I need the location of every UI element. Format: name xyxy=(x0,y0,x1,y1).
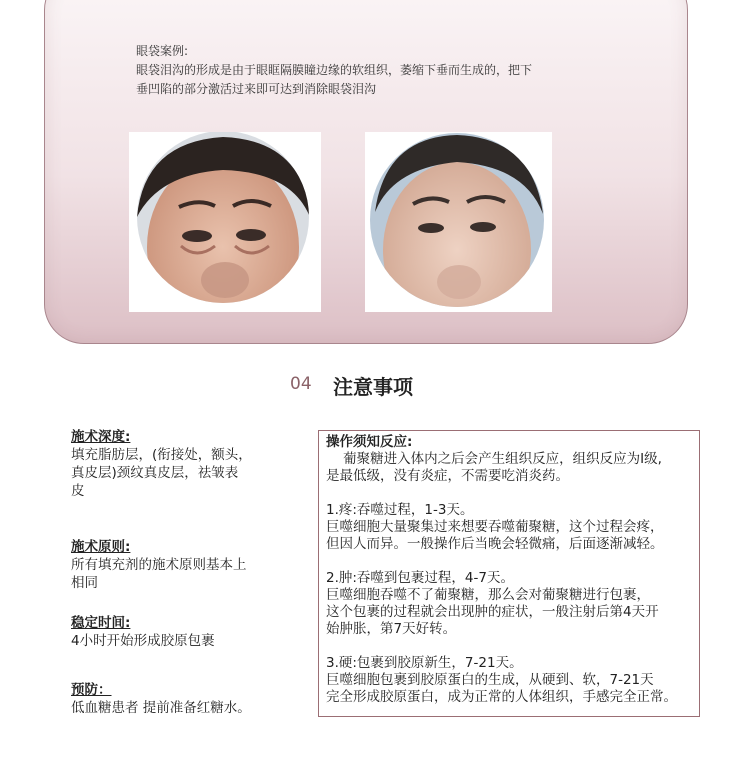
reaction-notice-box xyxy=(318,430,700,717)
section-number: 04 xyxy=(290,374,312,394)
case-title: 眼袋案例: xyxy=(136,44,189,58)
note-heading: 稳定时间: xyxy=(71,615,131,631)
note-heading: 施术深度: xyxy=(71,429,131,445)
section-title: 注意事项 xyxy=(333,375,413,399)
note-body: 低血糖患者 提前准备红糖水。 xyxy=(71,700,251,716)
reaction-item-title: 2.肿:吞噬到包裹过程，4-7天。 xyxy=(326,570,514,586)
reaction-item-body: 巨噬细胞吞噬不了葡聚糖，那么会对葡聚糖进行包裹， 这个包裹的过程就会出现肿的症状，一般注射后第4天开 始肿胀，第7天好转。 xyxy=(326,587,659,637)
section-header xyxy=(0,370,750,400)
note-body: 所有填充剂的施术原则基本上 相同 xyxy=(71,557,247,591)
note-prevention xyxy=(71,681,276,717)
note-depth xyxy=(71,428,276,500)
after-photo xyxy=(365,132,552,312)
reaction-item-body: 巨噬细胞包裹到胶原蛋白的生成，从硬到、软，7-21天 完全形成胶原蛋白，成为正常的人体组织，手感完全正常。 xyxy=(326,672,677,705)
case-line-1: 眼袋泪沟的形成是由于眼眶隔膜瞳边缘的软组织，萎缩下垂而生成的，把下 xyxy=(136,63,533,77)
note-heading: 预防： xyxy=(71,682,112,698)
reaction-item-title: 3.硬:包裹到胶原新生，7-21天。 xyxy=(326,655,523,671)
reaction-item-body: 巨噬细胞大量聚集过来想要吞噬葡聚糖，这个过程会疼， 但因人而异。一般操作后当晚会轻微痛，后面逐渐减轻。 xyxy=(326,519,664,552)
notice-heading: 操作须知反应: xyxy=(326,434,413,450)
note-body: 4小时开始形成胶原包裹 xyxy=(71,633,215,649)
notice-intro: 葡聚糖进入体内之后会产生组织反应，组织反应为I级, 是最低级，没有炎症，不需要吃消炎药。 xyxy=(326,451,662,484)
reaction-item-title: 1.疼:吞噬过程，1-3天。 xyxy=(326,502,474,518)
note-principle xyxy=(71,538,276,592)
note-stable-time xyxy=(71,614,276,650)
case-description xyxy=(136,42,556,99)
note-heading: 施术原则: xyxy=(71,539,131,555)
case-line-2: 垂凹陷的部分激活过来即可达到消除眼袋泪沟 xyxy=(136,82,377,96)
note-body: 填充脂肪层，(衔接处，额头， 真皮层)颈纹真皮层，祛皱表 皮 xyxy=(71,447,252,499)
before-photo xyxy=(129,132,321,312)
